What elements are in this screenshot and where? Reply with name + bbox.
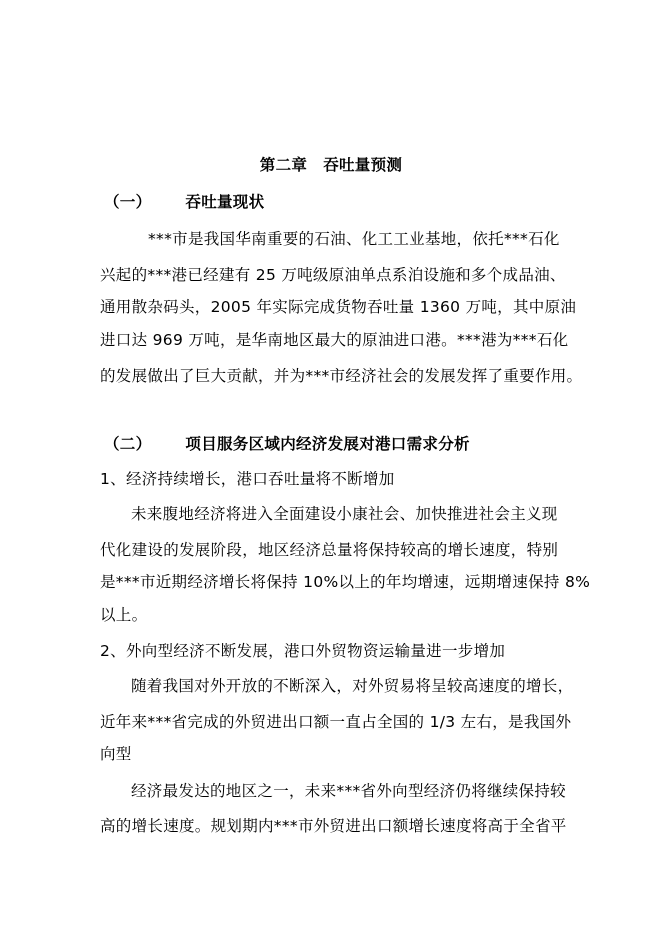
section2-heading xyxy=(104,434,470,454)
section2-marker: （二） xyxy=(104,435,152,453)
item1-paragraph-line: 以上。 xyxy=(100,606,148,624)
section1-paragraph-line: 的发展做出了巨大贡献，并为***市经济社会的发展发挥了重要作用。 xyxy=(100,367,583,385)
item2-paragraph-line: 随着我国对外开放的不断深入，对外贸易将呈较高速度的增长， xyxy=(131,677,574,695)
section1-title: 吞吐量现状 xyxy=(185,193,265,211)
section1-marker: （一） xyxy=(104,193,152,211)
chapter-heading: 吞吐量预测 xyxy=(323,156,403,174)
item1-paragraph-line: 是***市近期经济增长将保持 10%以上的年均增速，远期增速保持 8% xyxy=(100,573,591,591)
section2-title: 项目服务区域内经济发展对港口需求分析 xyxy=(185,435,470,453)
item1-heading: 1、经济持续增长，港口吞吐量将不断增加 xyxy=(100,470,395,488)
item2-heading: 2、外向型经济不断发展，港口外贸物资运输量进一步增加 xyxy=(100,642,506,660)
item1-paragraph-line: 未来腹地经济将进入全面建设小康社会、加快推进社会主义现 xyxy=(131,505,558,523)
item2-paragraph-line: 经济最发达的地区之一，未来***省外向型经济仍将继续保持较 xyxy=(131,782,566,800)
item2-paragraph-line: 近年来***省完成的外贸进出口额一直占全国的 1/3 左右，是我国外 xyxy=(100,713,572,731)
section1-paragraph-line: 进口达 969 万吨，是华南地区最大的原油进口港。***港为***石化 xyxy=(100,331,569,349)
item2-paragraph-line: 向型 xyxy=(100,745,132,763)
item2-paragraph-line: 高的增长速度。规划期内***市外贸进出口额增长速度将高于全省平 xyxy=(100,817,567,835)
item1-paragraph-line: 代化建设的发展阶段，地区经济总量将保持较高的增长速度，特别 xyxy=(100,541,559,559)
section1-paragraph-line: ***市是我国华南重要的石油、化工工业基地，依托***石化 xyxy=(148,230,560,248)
section1-paragraph-line: 通用散杂码头，2005 年实际完成货物吞吐量 1360 万吨，其中原油 xyxy=(100,298,577,316)
section1-paragraph-line: 兴起的***港已经建有 25 万吨级原油单点系泊设施和多个成品油、 xyxy=(100,266,566,284)
chapter-number: 第二章 xyxy=(259,156,308,174)
chapter-title xyxy=(0,155,662,175)
section1-heading xyxy=(104,192,264,212)
